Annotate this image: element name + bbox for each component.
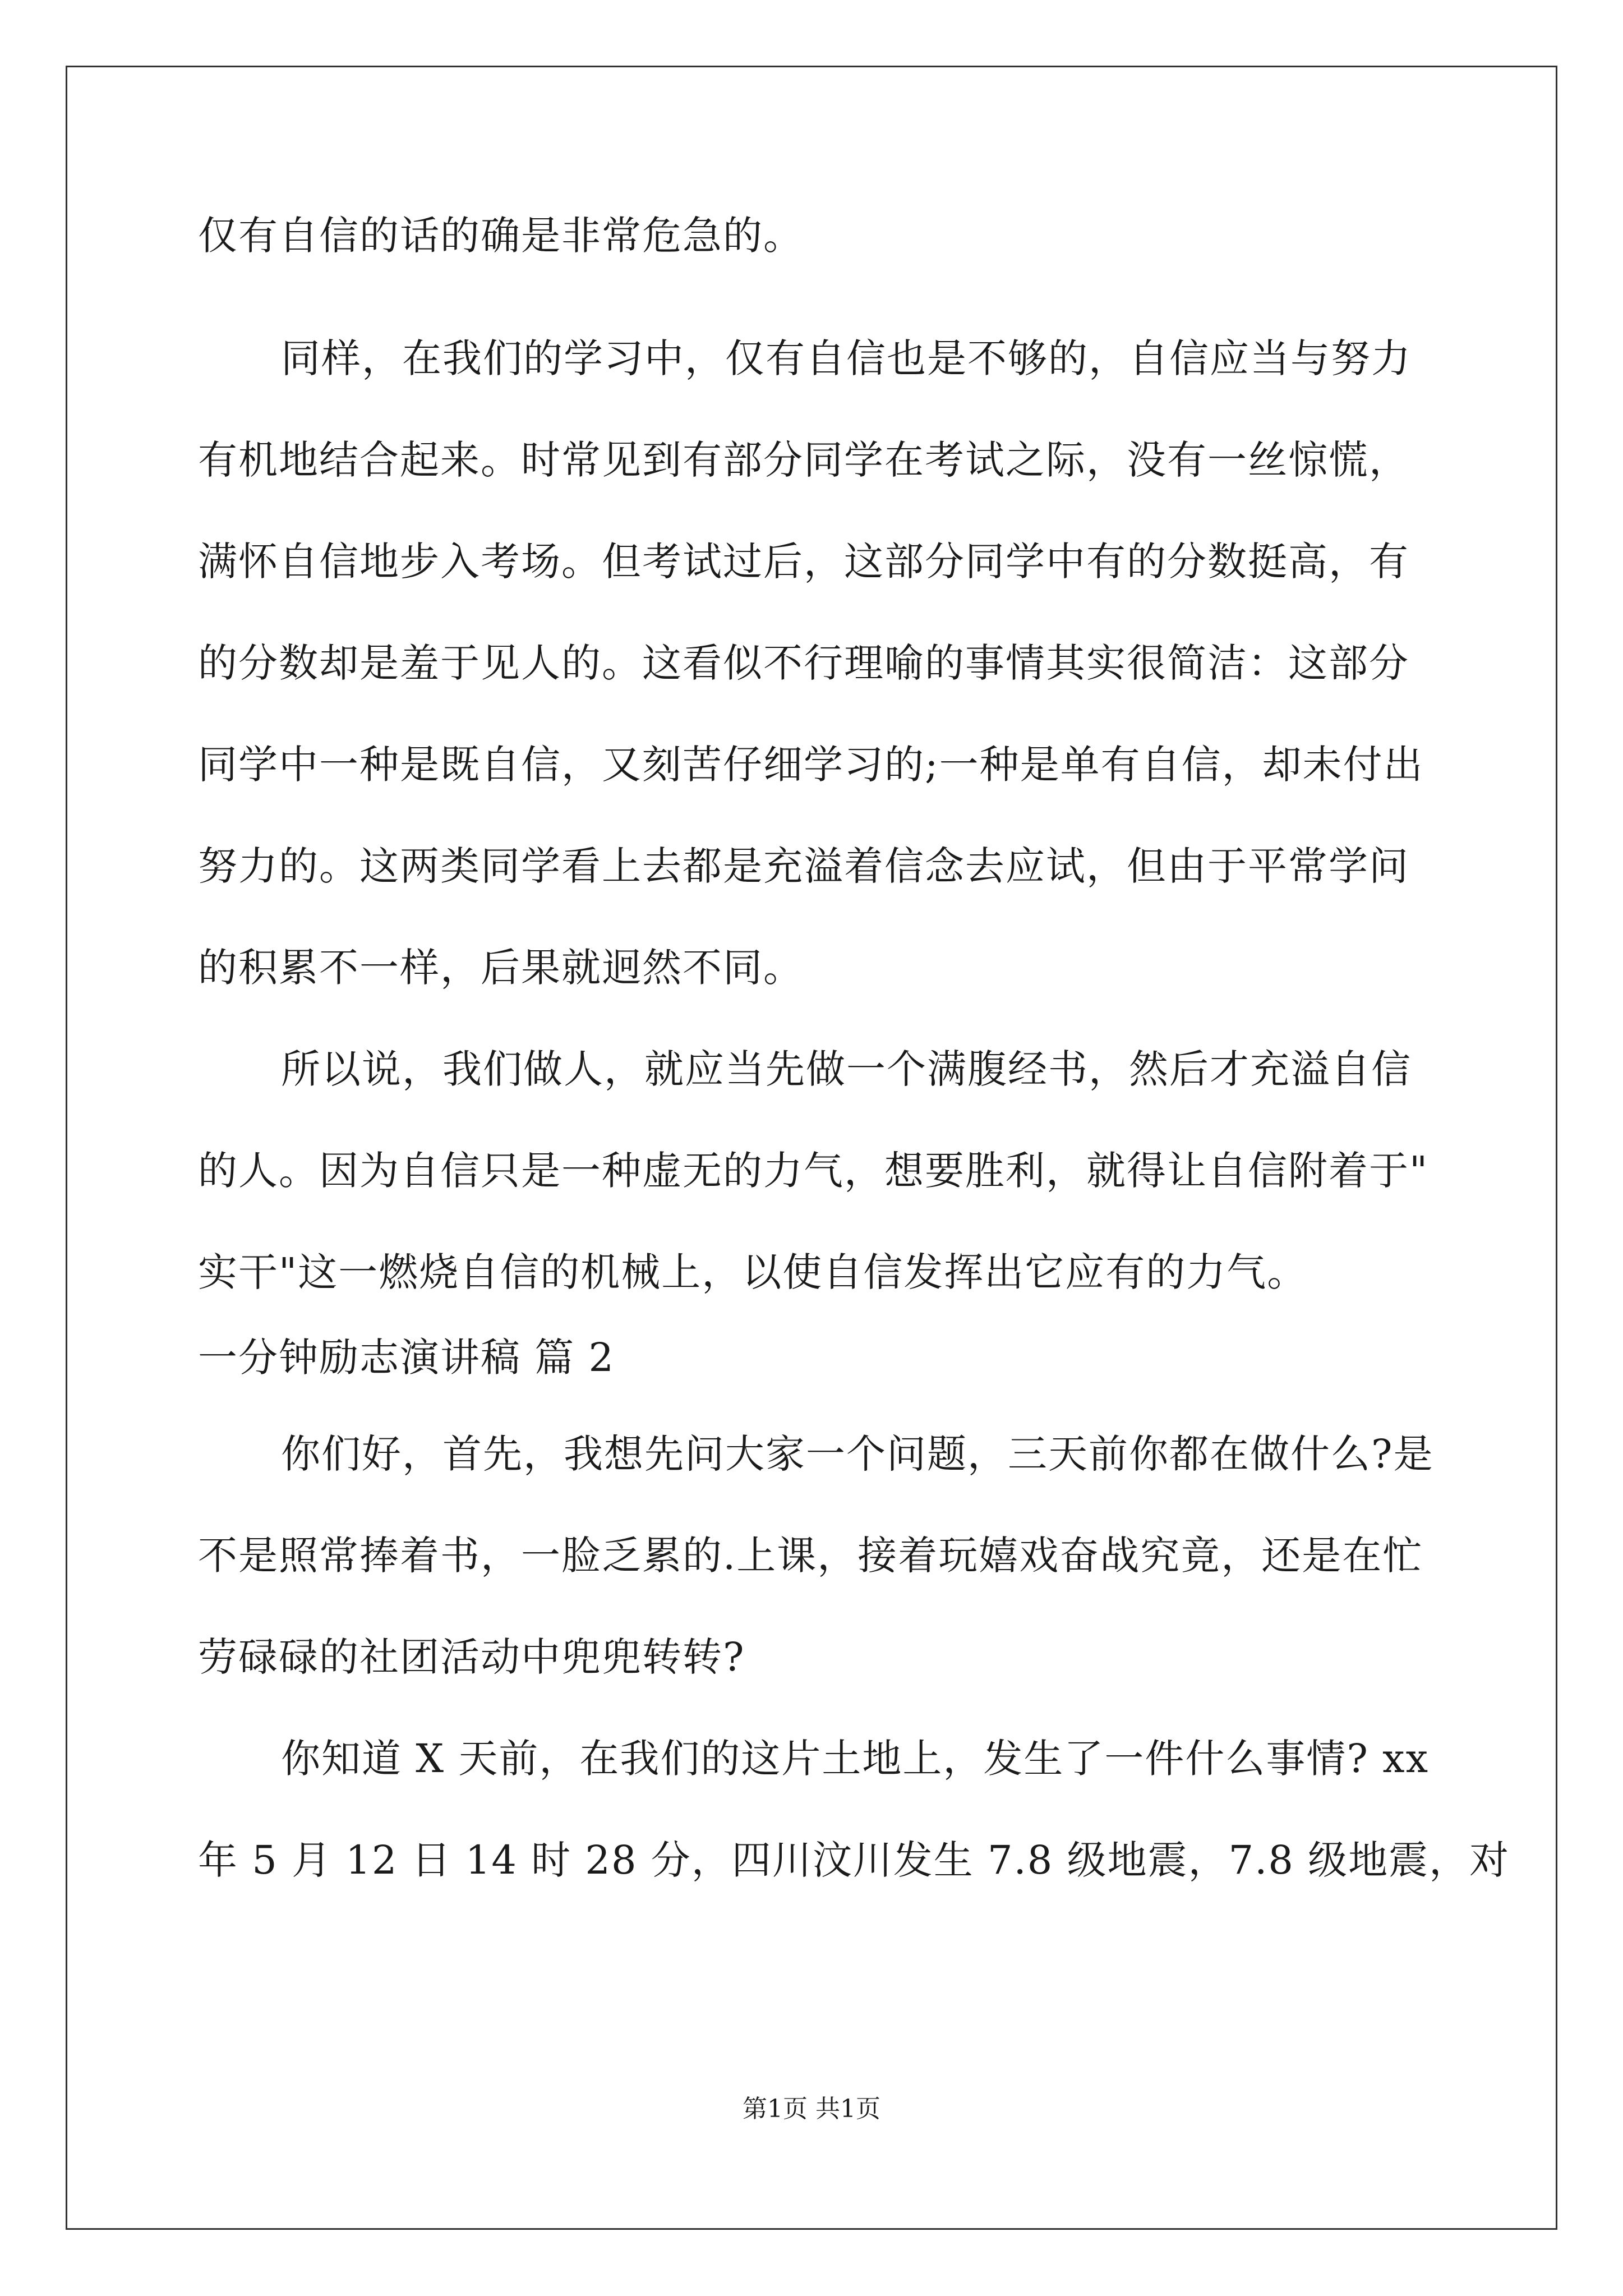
paragraph-line: 所以说，我们做人，就应当先做一个满腹经书，然后才充溢自信 <box>281 1046 1412 1092</box>
paragraph-line: 劳碌碌的社团活动中兜兜转转? <box>198 1634 745 1680</box>
paragraph-line: 年 5 月 12 日 14 时 28 分，四川汶川发生 7.8 级地震，7.8 级地震，对 <box>198 1837 1510 1883</box>
paragraph-line: 的积累不一样，后果就迥然不同。 <box>198 945 804 991</box>
paragraph-line: 有机地结合起来。时常见到有部分同学在考试之际，没有一丝惊慌， <box>198 437 1409 483</box>
paragraph-line: 你知道 X 天前，在我们的这片土地上，发生了一件什么事情? xx <box>281 1736 1430 1782</box>
paragraph-line: 满怀自信地步入考场。但考试过后，这部分同学中有的分数挺高，有 <box>198 539 1409 585</box>
paragraph-line: 不是照常捧着书，一脸乏累的.上课，接着玩嬉戏奋战究竟，还是在忙 <box>198 1533 1423 1579</box>
paragraph-line: 同学中一种是既自信，又刻苦仔细学习的;一种是单有自信，却未付出 <box>198 742 1424 788</box>
paragraph-line: 同样，在我们的学习中，仅有自信也是不够的，自信应当与努力 <box>281 335 1412 381</box>
paragraph-line: 的人。因为自信只是一种虚无的力气，想要胜利，就得让自信附着于" <box>198 1148 1429 1194</box>
section-heading: 一分钟励志演讲稿 篇 2 <box>198 1335 615 1381</box>
paragraph-line: 仅有自信的话的确是非常危急的。 <box>198 213 804 259</box>
paragraph-line: 你们好，首先，我想先问大家一个问题，三天前你都在做什么?是 <box>281 1431 1434 1477</box>
paragraph-line: 实干"这一燃烧自信的机械上，以使自信发挥出它应有的力气。 <box>198 1249 1308 1295</box>
page-footer: 第1页 共1页 <box>743 2095 880 2123</box>
paragraph-line: 努力的。这两类同学看上去都是充溢着信念去应试，但由于平常学问 <box>198 843 1409 889</box>
paragraph-line: 的分数却是羞于见人的。这看似不行理喻的事情其实很简洁：这部分 <box>198 640 1409 686</box>
